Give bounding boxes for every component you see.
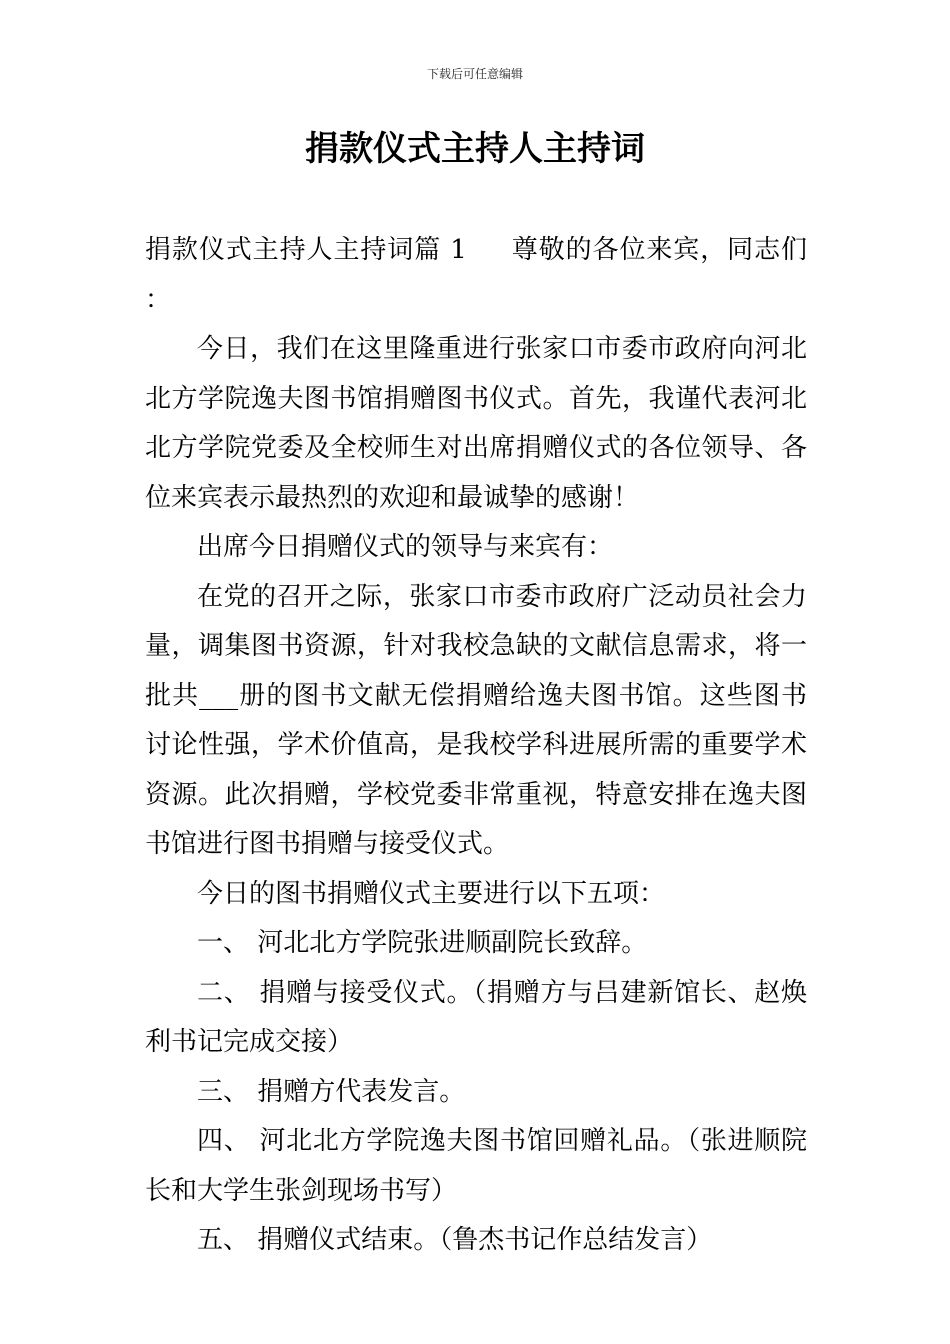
opening-line — [145, 226, 807, 325]
document-title: 捐款仪式主持人主持词 — [305, 129, 645, 169]
salutation: 尊敬的各位来宾，同志们： — [145, 235, 807, 315]
section-label: 捐款仪式主持人主持词篇 1 — [145, 235, 467, 265]
document-body — [145, 226, 807, 1266]
paragraph-welcome: 今日，我们在这里隆重进行张家口市委市政府向河北北方学院逸夫图书馆捐赠图书仪式。首先，我谨代表河北北方学院党委及全校师生对出席捐赠仪式的各位领导、各位来宾表示最热烈的欢迎和最诚挚的感谢！ — [145, 334, 807, 513]
paragraph-donation-background: 在党的召开之际，张家口市委市政府广泛动员社会力量，调集图书资源，针对我校急缺的文献信息需求，将一批共___册的图书文献无偿捐赠给逸夫图书馆。这些图书讨论性强，学术价值高，是我校学科进展所需的重要学术资源。此次捐赠，学校党委非常重视，特意安排在逸夫图书馆进行图书捐赠与接受仪式。 — [145, 581, 807, 859]
paragraph-guests: 出席今日捐赠仪式的领导与来宾有： — [197, 532, 614, 562]
agenda-item-2: 二、 捐赠与接受仪式。（捐赠方与吕建新馆长、赵焕利书记完成交接） — [145, 977, 807, 1057]
agenda-item-4: 四、 河北北方学院逸夫图书馆回赠礼品。（张进顺院长和大学生张剑现场书写） — [145, 1126, 807, 1206]
agenda-item-1: 一、 河北北方学院张进顺副院长致辞。 — [197, 928, 648, 958]
header-note: 下载后可任意编辑 — [426, 67, 523, 81]
paragraph-agenda-intro: 今日的图书捐赠仪式主要进行以下五项： — [197, 878, 666, 909]
agenda-item-3: 三、 捐赠方代表发言。 — [197, 1076, 466, 1107]
agenda-item-5: 五、 捐赠仪式结束。（鲁杰书记作总结发言） — [197, 1225, 713, 1255]
